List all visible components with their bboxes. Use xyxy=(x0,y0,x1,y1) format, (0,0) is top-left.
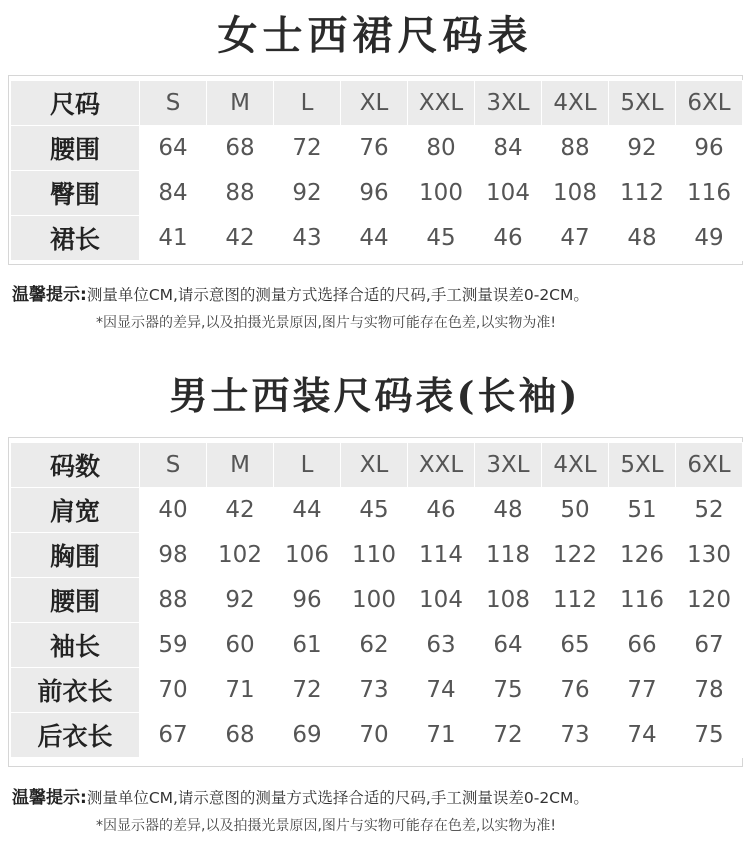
women-tip xyxy=(12,280,589,305)
measurement-cell: 60 xyxy=(207,623,274,668)
measurement-cell: 112 xyxy=(609,171,676,216)
measurement-cell: 46 xyxy=(408,488,475,533)
size-header-cell: 3XL xyxy=(475,443,542,488)
measurement-cell: 74 xyxy=(609,713,676,758)
measurement-cell: 88 xyxy=(207,171,274,216)
measurement-cell: 76 xyxy=(341,126,408,171)
measurement-cell: 46 xyxy=(475,216,542,261)
row-label-cell: 肩宽 xyxy=(11,488,140,533)
measurement-cell: 108 xyxy=(542,171,609,216)
measurement-cell: 74 xyxy=(408,668,475,713)
measurement-cell: 100 xyxy=(341,578,408,623)
measurement-cell: 72 xyxy=(274,668,341,713)
measurement-cell: 104 xyxy=(475,171,542,216)
table-row xyxy=(11,623,743,668)
row-label-cell: 后衣长 xyxy=(11,713,140,758)
women-tip-text: 测量单位CM,请示意图的测量方式选择合适的尺码,手工测量误差0-2CM。 xyxy=(86,286,589,304)
size-header-cell: S xyxy=(140,443,207,488)
table-row xyxy=(11,488,743,533)
measurement-cell: 49 xyxy=(676,216,743,261)
row-label-cell: 裙长 xyxy=(11,216,140,261)
row-label-cell: 腰围 xyxy=(11,126,140,171)
table-header-row xyxy=(11,81,743,126)
table-row xyxy=(11,668,743,713)
row-label-cell: 前衣长 xyxy=(11,668,140,713)
table-row xyxy=(11,713,743,758)
measurement-cell: 98 xyxy=(140,533,207,578)
measurement-cell: 44 xyxy=(274,488,341,533)
measurement-cell: 61 xyxy=(274,623,341,668)
size-header-cell: L xyxy=(274,81,341,126)
measurement-cell: 64 xyxy=(475,623,542,668)
size-header-cell: 6XL xyxy=(676,443,743,488)
measurement-cell: 88 xyxy=(542,126,609,171)
measurement-cell: 126 xyxy=(609,533,676,578)
header-label-cell: 尺码 xyxy=(11,81,140,126)
measurement-cell: 42 xyxy=(207,488,274,533)
measurement-cell: 116 xyxy=(676,171,743,216)
measurement-cell: 88 xyxy=(140,578,207,623)
measurement-cell: 122 xyxy=(542,533,609,578)
size-header-cell: XXL xyxy=(408,443,475,488)
size-header-cell: S xyxy=(140,81,207,126)
measurement-cell: 92 xyxy=(609,126,676,171)
measurement-cell: 110 xyxy=(341,533,408,578)
measurement-cell: 62 xyxy=(341,623,408,668)
measurement-cell: 69 xyxy=(274,713,341,758)
measurement-cell: 64 xyxy=(140,126,207,171)
women-tip-label: 温馨提示: xyxy=(12,285,87,305)
measurement-cell: 42 xyxy=(207,216,274,261)
size-header-cell: 5XL xyxy=(609,81,676,126)
table-row xyxy=(11,126,743,171)
measurement-cell: 112 xyxy=(542,578,609,623)
measurement-cell: 45 xyxy=(408,216,475,261)
men-tip-label: 温馨提示: xyxy=(12,788,87,808)
size-header-cell: XL xyxy=(341,81,408,126)
measurement-cell: 114 xyxy=(408,533,475,578)
row-label-cell: 腰围 xyxy=(11,578,140,623)
table-header-row xyxy=(11,443,743,488)
size-header-cell: 6XL xyxy=(676,81,743,126)
table-row xyxy=(11,216,743,261)
measurement-cell: 102 xyxy=(207,533,274,578)
size-header-cell: XXL xyxy=(408,81,475,126)
measurement-cell: 43 xyxy=(274,216,341,261)
measurement-cell: 71 xyxy=(207,668,274,713)
table-row xyxy=(11,533,743,578)
measurement-cell: 92 xyxy=(207,578,274,623)
measurement-cell: 106 xyxy=(274,533,341,578)
women-disclaimer: *因显示器的差异,以及拍摄光景原因,图片与实物可能存在色差,以实物为准! xyxy=(96,315,556,331)
measurement-cell: 44 xyxy=(341,216,408,261)
measurement-cell: 50 xyxy=(542,488,609,533)
size-header-cell: 4XL xyxy=(542,81,609,126)
measurement-cell: 76 xyxy=(542,668,609,713)
measurement-cell: 48 xyxy=(609,216,676,261)
measurement-cell: 41 xyxy=(140,216,207,261)
measurement-cell: 92 xyxy=(274,171,341,216)
measurement-cell: 52 xyxy=(676,488,743,533)
measurement-cell: 75 xyxy=(475,668,542,713)
measurement-cell: 65 xyxy=(542,623,609,668)
measurement-cell: 66 xyxy=(609,623,676,668)
measurement-cell: 100 xyxy=(408,171,475,216)
measurement-cell: 47 xyxy=(542,216,609,261)
measurement-cell: 70 xyxy=(341,713,408,758)
size-header-cell: L xyxy=(274,443,341,488)
measurement-cell: 84 xyxy=(475,126,542,171)
size-header-cell: 3XL xyxy=(475,81,542,126)
measurement-cell: 116 xyxy=(609,578,676,623)
measurement-cell: 51 xyxy=(609,488,676,533)
measurement-cell: 68 xyxy=(207,126,274,171)
measurement-cell: 120 xyxy=(676,578,743,623)
measurement-cell: 77 xyxy=(609,668,676,713)
measurement-cell: 108 xyxy=(475,578,542,623)
measurement-cell: 73 xyxy=(341,668,408,713)
row-label-cell: 臀围 xyxy=(11,171,140,216)
measurement-cell: 40 xyxy=(140,488,207,533)
measurement-cell: 118 xyxy=(475,533,542,578)
measurement-cell: 45 xyxy=(341,488,408,533)
measurement-cell: 130 xyxy=(676,533,743,578)
measurement-cell: 96 xyxy=(341,171,408,216)
measurement-cell: 71 xyxy=(408,713,475,758)
measurement-cell: 78 xyxy=(676,668,743,713)
women-chart-title: 女士西裙尺码表 xyxy=(217,12,533,59)
table-row xyxy=(11,578,743,623)
measurement-cell: 73 xyxy=(542,713,609,758)
size-header-cell: M xyxy=(207,81,274,126)
measurement-cell: 84 xyxy=(140,171,207,216)
size-header-cell: 5XL xyxy=(609,443,676,488)
measurement-cell: 68 xyxy=(207,713,274,758)
size-header-cell: M xyxy=(207,443,274,488)
table-row xyxy=(11,171,743,216)
men-tip-text: 测量单位CM,请示意图的测量方式选择合适的尺码,手工测量误差0-2CM。 xyxy=(86,789,589,807)
header-label-cell: 码数 xyxy=(11,443,140,488)
measurement-cell: 67 xyxy=(140,713,207,758)
size-header-cell: XL xyxy=(341,443,408,488)
measurement-cell: 63 xyxy=(408,623,475,668)
row-label-cell: 胸围 xyxy=(11,533,140,578)
measurement-cell: 104 xyxy=(408,578,475,623)
men-chart-title: 男士西装尺码表(长袖) xyxy=(169,373,581,418)
men-size-table xyxy=(10,442,743,758)
row-label-cell: 袖长 xyxy=(11,623,140,668)
measurement-cell: 70 xyxy=(140,668,207,713)
measurement-cell: 59 xyxy=(140,623,207,668)
size-header-cell: 4XL xyxy=(542,443,609,488)
men-disclaimer: *因显示器的差异,以及拍摄光景原因,图片与实物可能存在色差,以实物为准! xyxy=(96,818,556,834)
measurement-cell: 96 xyxy=(274,578,341,623)
men-tip xyxy=(12,783,589,808)
measurement-cell: 96 xyxy=(676,126,743,171)
measurement-cell: 75 xyxy=(676,713,743,758)
women-size-table xyxy=(10,80,743,261)
measurement-cell: 72 xyxy=(475,713,542,758)
measurement-cell: 80 xyxy=(408,126,475,171)
measurement-cell: 48 xyxy=(475,488,542,533)
measurement-cell: 72 xyxy=(274,126,341,171)
measurement-cell: 67 xyxy=(676,623,743,668)
